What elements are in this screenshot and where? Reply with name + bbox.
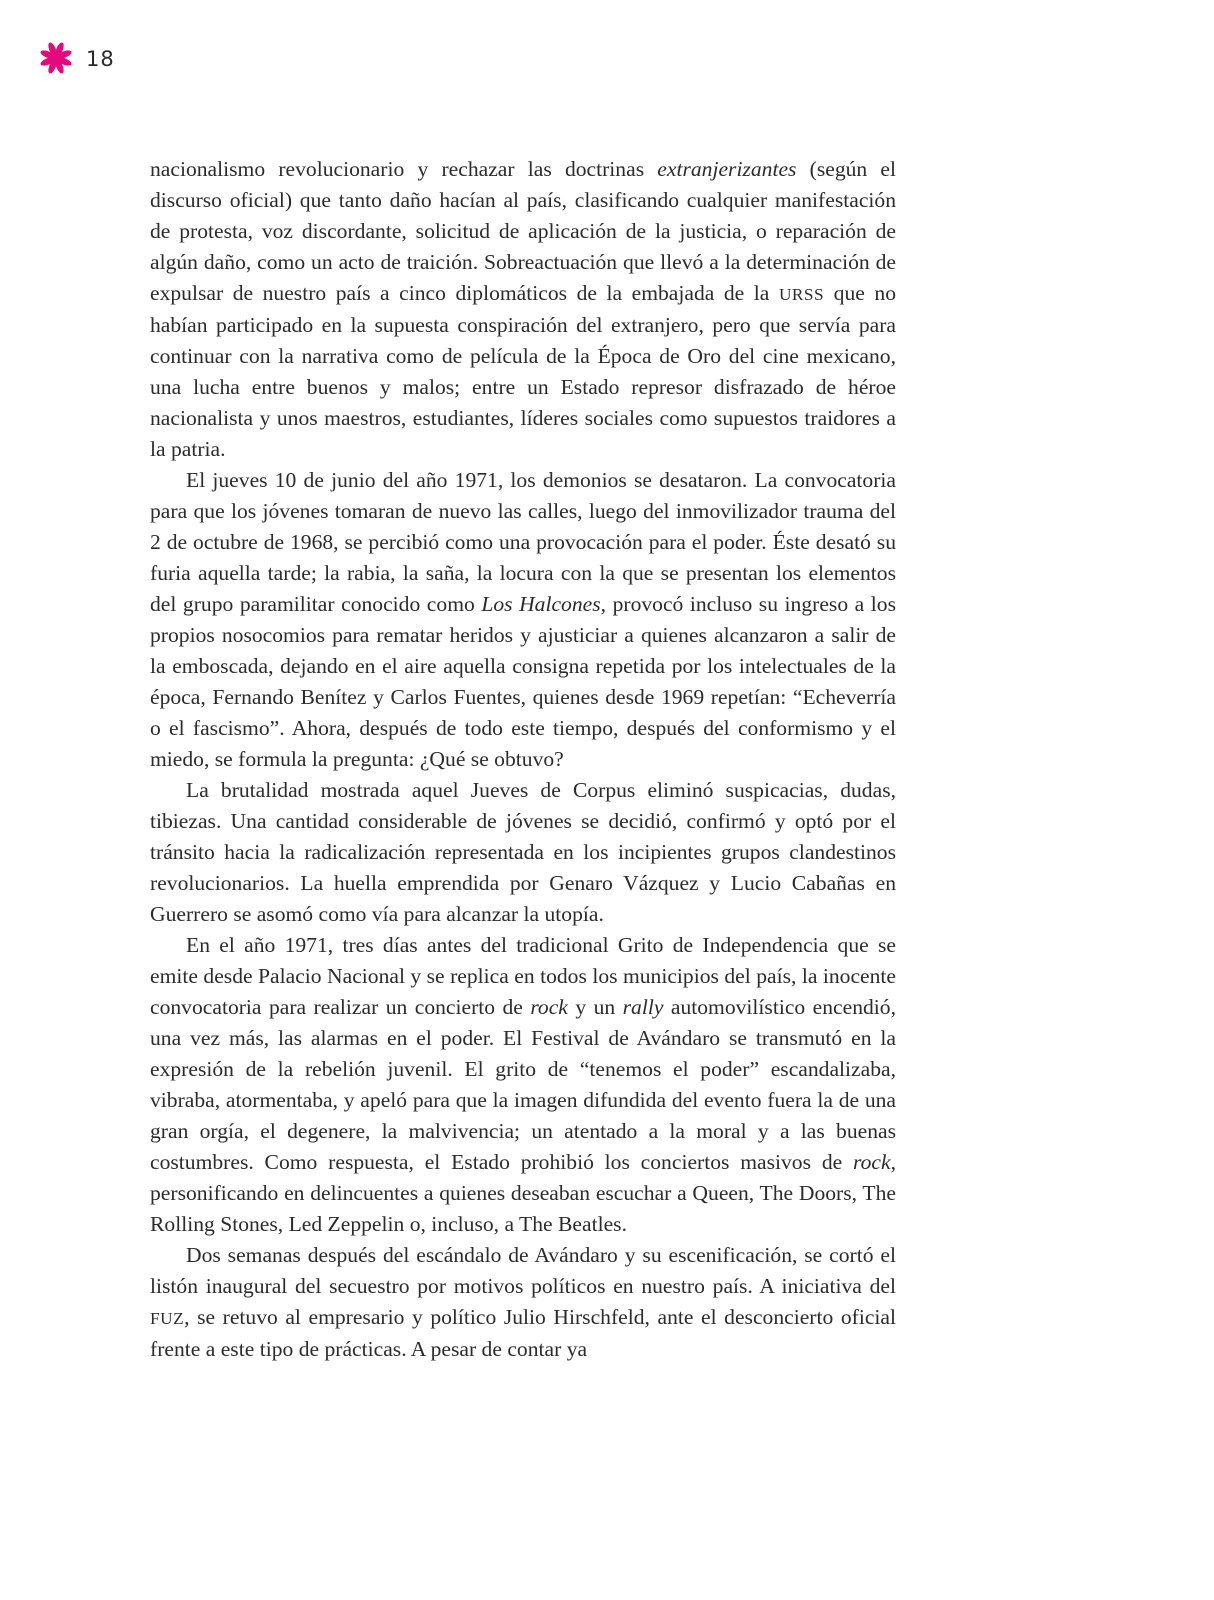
text-run: En el año 1971, tres días antes del tradicional Grito de Independencia que se emite desde Palacio Nacional y se replica en todos los municipios del país, la inocente convocatoria para realizar un concierto de bbox=[150, 933, 896, 1019]
paragraph-4 bbox=[150, 930, 896, 1240]
text-run: que no habían participado en la supuesta conspiración del extranjero, pero que servía para continuar con la narrativa como de película de la Época de Oro del cine mexicano, una lucha entre buenos y malos; entre un Estado represor disfrazado de héroe nacionalista y unos maestros, estudiantes, líderes sociales como supuestos traidores a la patria. bbox=[150, 281, 896, 461]
paragraph-1 bbox=[150, 154, 896, 465]
text-run: La brutalidad mostrada aquel Jueves de Corpus eliminó suspicacias, dudas, tibiezas. Una cantidad considerable de jóvenes se decidió, confirmó y optó por el tránsito hacia la radicalización representada en los incipientes grupos clandestinos revolucionarios. La huella emprendida por Genaro Vázquez y Lucio Cabañas en Guerrero se asomó como vía para alcanzar la utopía. bbox=[150, 778, 896, 926]
paragraph-2 bbox=[150, 465, 896, 775]
text-run: rally bbox=[622, 995, 664, 1019]
page-number: 18 bbox=[86, 47, 115, 71]
text-run: rock bbox=[853, 1150, 891, 1174]
text-run: automovilístico encendió, una vez más, las alarmas en el poder. El Festival de Avándaro se transmutó en la expresión de la rebelión juvenil. El grito de “tenemos el poder” escandalizaba, vibraba, atormentaba, y apeló para que la imagen difundida del evento fuera la de una gran orgía, el degenere, la malvivencia; un atentado a la moral y a las buenas costumbres. Como respuesta, el Estado prohibió los conciertos masivos de bbox=[150, 995, 896, 1174]
asterisk-icon bbox=[38, 40, 74, 76]
text-run: , personificando en delincuentes a quienes deseaban escuchar a Queen, The Doors, The Rolling Stones, Led Zeppelin o, incluso, a The Beatles. bbox=[150, 1150, 896, 1236]
paragraph-5 bbox=[150, 1240, 896, 1365]
body-text bbox=[150, 154, 896, 1365]
text-run: y un bbox=[567, 995, 623, 1019]
text-run: nacionalismo revolucionario y rechazar las doctrinas bbox=[150, 157, 658, 181]
text-run: El jueves 10 de junio del año 1971, los demonios se desataron. La convocatoria para que los jóvenes tomaran de nuevo las calles, luego del inmovilizador trauma del 2 de octubre de 1968, se percibió como una provocación para el poder. Éste desató su furia aquella tarde; la rabia, la saña, la locura con la que se presentan los elementos del grupo paramilitar conocido como bbox=[150, 468, 896, 616]
text-run: , se retuvo al empresario y político Julio Hirschfeld, ante el desconcierto oficial frente a este tipo de prácticas. A pesar de contar ya bbox=[150, 1305, 896, 1361]
text-run: extranjerizantes bbox=[657, 157, 797, 181]
text-run: Los Halcones bbox=[481, 592, 601, 616]
page-header bbox=[38, 40, 115, 76]
text-run: FUZ bbox=[150, 1309, 185, 1328]
paragraph-3 bbox=[150, 775, 896, 930]
text-run: URSS bbox=[778, 285, 825, 304]
text-run: (según el discurso oficial) que tanto daño hacían al país, clasificando cualquier manifestación de protesta, voz discordante, solicitud de aplicación de la justicia, o reparación de algún daño, como un acto de traición. Sobreactuación que llevó a la determinación de expulsar de nuestro país a cinco diplomáticos de la embajada de la bbox=[150, 157, 896, 305]
text-run: rock bbox=[530, 995, 568, 1019]
text-run: , provocó incluso su ingreso a los propios nosocomios para rematar heridos y ajusticiar a quienes alcanzaron a salir de la emboscada, dejando en el aire aquella consigna repetida por los intelectuales de la época, Fernando Benítez y Carlos Fuentes, quienes desde 1969 repetían: “Echeverría o el fascismo”. Ahora, después de todo este tiempo, después del conformismo y el miedo, se formula la pregunta: ¿Qué se obtuvo? bbox=[150, 592, 896, 771]
text-run: Dos semanas después del escándalo de Avándaro y su escenificación, se cortó el listón inaugural del secuestro por motivos políticos en nuestro país. A iniciativa del bbox=[150, 1243, 896, 1298]
